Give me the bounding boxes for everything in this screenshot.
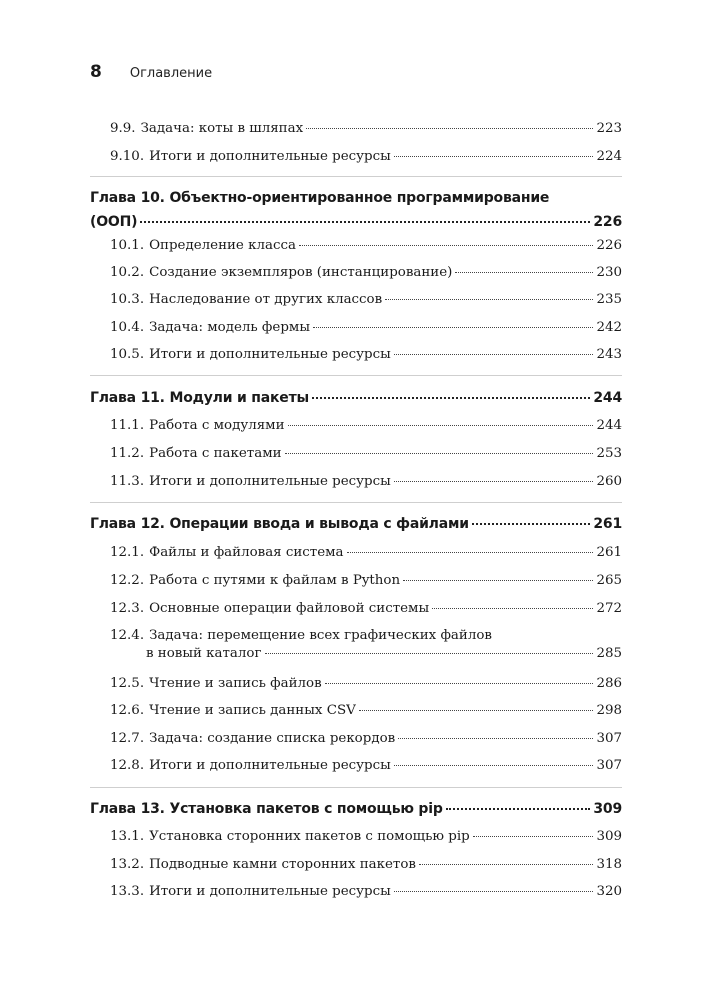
section-number: 10.1.: [110, 238, 145, 253]
toc-line: [0, 418, 708, 434]
section-title: Задача: коты в шляпах: [140, 121, 304, 136]
toc-line: [0, 212, 708, 232]
page-ref: 261: [596, 545, 622, 560]
toc-line: [0, 857, 708, 873]
toc-chapter-entry[interactable]: [0, 188, 708, 232]
page-ref: 309: [593, 801, 622, 817]
section-title: Задача: модель фермы: [149, 320, 310, 335]
section-title: Итоги и дополнительные ресурсы: [149, 758, 391, 773]
section-number: 12.2.: [110, 573, 145, 588]
dot-leader: [432, 608, 593, 609]
section-number: 12.5.: [110, 676, 145, 691]
toc-line: [0, 758, 708, 774]
toc-section-entry[interactable]: [0, 545, 708, 561]
toc-section-entry[interactable]: [0, 758, 708, 774]
section-number: 12.8.: [110, 758, 145, 773]
chapter-divider: [90, 787, 622, 788]
section-number: 12.4.: [110, 628, 145, 643]
page-ref: 244: [593, 390, 622, 406]
dot-leader: [359, 710, 594, 711]
toc-line: [0, 884, 708, 900]
section-title: Итоги и дополнительные ресурсы: [149, 474, 391, 489]
dot-leader: [394, 354, 594, 355]
section-title: Задача: перемещение всех графических файлов: [149, 628, 492, 643]
toc-section-entry[interactable]: [0, 628, 708, 662]
toc-line: [0, 646, 708, 662]
chapter-title: (ООП): [90, 214, 138, 230]
toc-line: [0, 446, 708, 462]
dot-leader: [312, 397, 590, 399]
dot-leader: [419, 864, 593, 865]
page-ref: 223: [596, 121, 622, 136]
dot-leader: [313, 327, 593, 328]
dot-leader: [394, 481, 594, 482]
section-title: Наследование от других классов: [149, 292, 383, 307]
toc-section-entry[interactable]: [0, 731, 708, 747]
section-number: 11.1.: [110, 418, 145, 433]
section-title: Подводные камни сторонних пакетов: [149, 857, 416, 872]
dot-leader: [385, 299, 593, 300]
page-ref: 272: [596, 601, 622, 616]
chapter-title: Глава 10. Объектно-ориентированное программирование: [90, 190, 550, 206]
page-ref: 307: [596, 731, 622, 746]
toc-section-entry[interactable]: [0, 829, 708, 845]
toc-section-entry[interactable]: [0, 418, 708, 434]
page-ref: 242: [596, 320, 622, 335]
toc-section-entry[interactable]: [0, 676, 708, 692]
section-number: 13.2.: [110, 857, 145, 872]
chapter-divider: [90, 502, 622, 503]
section-number: 13.1.: [110, 829, 145, 844]
page-ref: 226: [593, 214, 622, 230]
toc-section-entry[interactable]: [0, 573, 708, 589]
dot-leader: [398, 738, 593, 739]
toc-section-entry[interactable]: [0, 347, 708, 363]
toc-chapter-entry[interactable]: [0, 799, 708, 819]
toc-line: [0, 799, 708, 819]
toc-section-entry[interactable]: [0, 149, 708, 165]
page-ref: 285: [596, 646, 622, 661]
toc-line: [0, 628, 708, 644]
toc-section-entry[interactable]: [0, 474, 708, 490]
section-title: Установка сторонних пакетов с помощью pip: [149, 829, 470, 844]
section-number: 10.3.: [110, 292, 145, 307]
section-number: 10.4.: [110, 320, 145, 335]
section-title: Работа с путями к файлам в Python: [149, 573, 401, 588]
section-number: 10.2.: [110, 265, 145, 280]
dot-leader: [394, 765, 594, 766]
dot-leader: [455, 272, 593, 273]
chapter-divider: [90, 375, 622, 376]
dot-leader: [394, 156, 594, 157]
page-ref: 260: [596, 474, 622, 489]
dot-leader: [265, 653, 594, 654]
dot-leader: [472, 523, 591, 525]
dot-leader: [403, 580, 593, 581]
toc-line: [0, 149, 708, 165]
section-title: Итоги и дополнительные ресурсы: [149, 149, 391, 164]
section-title: Задача: создание списка рекордов: [149, 731, 396, 746]
section-title: Чтение и запись данных CSV: [149, 703, 356, 718]
page-ref: 243: [596, 347, 622, 362]
section-number: 10.5.: [110, 347, 145, 362]
section-number: 9.10.: [110, 149, 145, 164]
dot-leader: [347, 552, 594, 553]
dot-leader: [446, 808, 591, 810]
toc-line: [0, 474, 708, 490]
toc-section-entry[interactable]: [0, 238, 708, 254]
dot-leader: [288, 425, 594, 426]
page-ref: 307: [596, 758, 622, 773]
section-number: 11.2.: [110, 446, 145, 461]
chapter-divider: [90, 176, 622, 177]
section-number: 12.3.: [110, 601, 145, 616]
toc-section-entry[interactable]: [0, 320, 708, 336]
page-ref: 224: [596, 149, 622, 164]
page-ref: 320: [596, 884, 622, 899]
dot-leader: [394, 891, 594, 892]
toc-section-entry[interactable]: [0, 292, 708, 308]
page-ref: 261: [593, 516, 622, 532]
section-number: 12.1.: [110, 545, 145, 560]
section-number: 12.7.: [110, 731, 145, 746]
running-head-title: Оглавление: [129, 66, 213, 81]
section-title: Чтение и запись файлов: [149, 676, 322, 691]
page-ref: 318: [596, 857, 622, 872]
page-ref: 230: [596, 265, 622, 280]
toc-section-entry[interactable]: [0, 884, 708, 900]
toc-line: [0, 188, 708, 208]
dot-leader: [325, 683, 594, 684]
dot-leader: [140, 221, 590, 223]
toc-line: [0, 347, 708, 363]
page-ref: 298: [596, 703, 622, 718]
toc-line: [0, 829, 708, 845]
section-number: 9.9.: [110, 121, 136, 136]
section-title: Основные операции файловой системы: [149, 601, 430, 616]
toc-line: [0, 545, 708, 561]
toc-section-entry[interactable]: [0, 446, 708, 462]
section-title: Итоги и дополнительные ресурсы: [149, 347, 391, 362]
toc-line: [0, 676, 708, 692]
dot-leader: [473, 836, 594, 837]
toc-chapter-entry[interactable]: [0, 388, 708, 408]
dot-leader: [285, 453, 594, 454]
section-title: Создание экземпляров (инстанцирование): [149, 265, 453, 280]
toc-line: [0, 731, 708, 747]
page-ref: 309: [596, 829, 622, 844]
chapter-title: Глава 11. Модули и пакеты: [90, 390, 309, 406]
toc-line: [0, 703, 708, 719]
dot-leader: [299, 245, 593, 246]
section-title: Работа с модулями: [149, 418, 285, 433]
toc-section-entry[interactable]: [0, 857, 708, 873]
toc-line: [0, 514, 708, 534]
section-title: Работа с пакетами: [149, 446, 282, 461]
chapter-title: Глава 13. Установка пакетов с помощью pip: [90, 801, 443, 817]
toc-line: [0, 388, 708, 408]
toc-line: [0, 121, 708, 137]
toc-section-entry[interactable]: [0, 265, 708, 281]
toc-section-entry[interactable]: [0, 703, 708, 719]
section-number: 12.6.: [110, 703, 145, 718]
page-ref: 244: [596, 418, 622, 433]
toc-line: [0, 238, 708, 254]
section-number: 13.3.: [110, 884, 145, 899]
dot-leader: [306, 128, 593, 129]
toc-line: [0, 265, 708, 281]
page-ref: 265: [596, 573, 622, 588]
toc-section-entry[interactable]: [0, 601, 708, 617]
section-title: в новый каталог: [146, 646, 262, 661]
page-ref: 235: [596, 292, 622, 307]
chapter-title: Глава 12. Операции ввода и вывода с файлами: [90, 516, 469, 532]
section-title: Определение класса: [149, 238, 296, 253]
toc-line: [0, 292, 708, 308]
page-ref: 286: [596, 676, 622, 691]
section-title: Итоги и дополнительные ресурсы: [149, 884, 391, 899]
section-title: Файлы и файловая система: [149, 545, 344, 560]
section-number: 11.3.: [110, 474, 145, 489]
toc-chapter-entry[interactable]: [0, 514, 708, 534]
page-ref: 253: [596, 446, 622, 461]
page-ref: 226: [596, 238, 622, 253]
toc-line: [0, 573, 708, 589]
toc-line: [0, 601, 708, 617]
toc-line: [0, 320, 708, 336]
page-number: 8: [90, 62, 102, 82]
toc-section-entry[interactable]: [0, 121, 708, 137]
